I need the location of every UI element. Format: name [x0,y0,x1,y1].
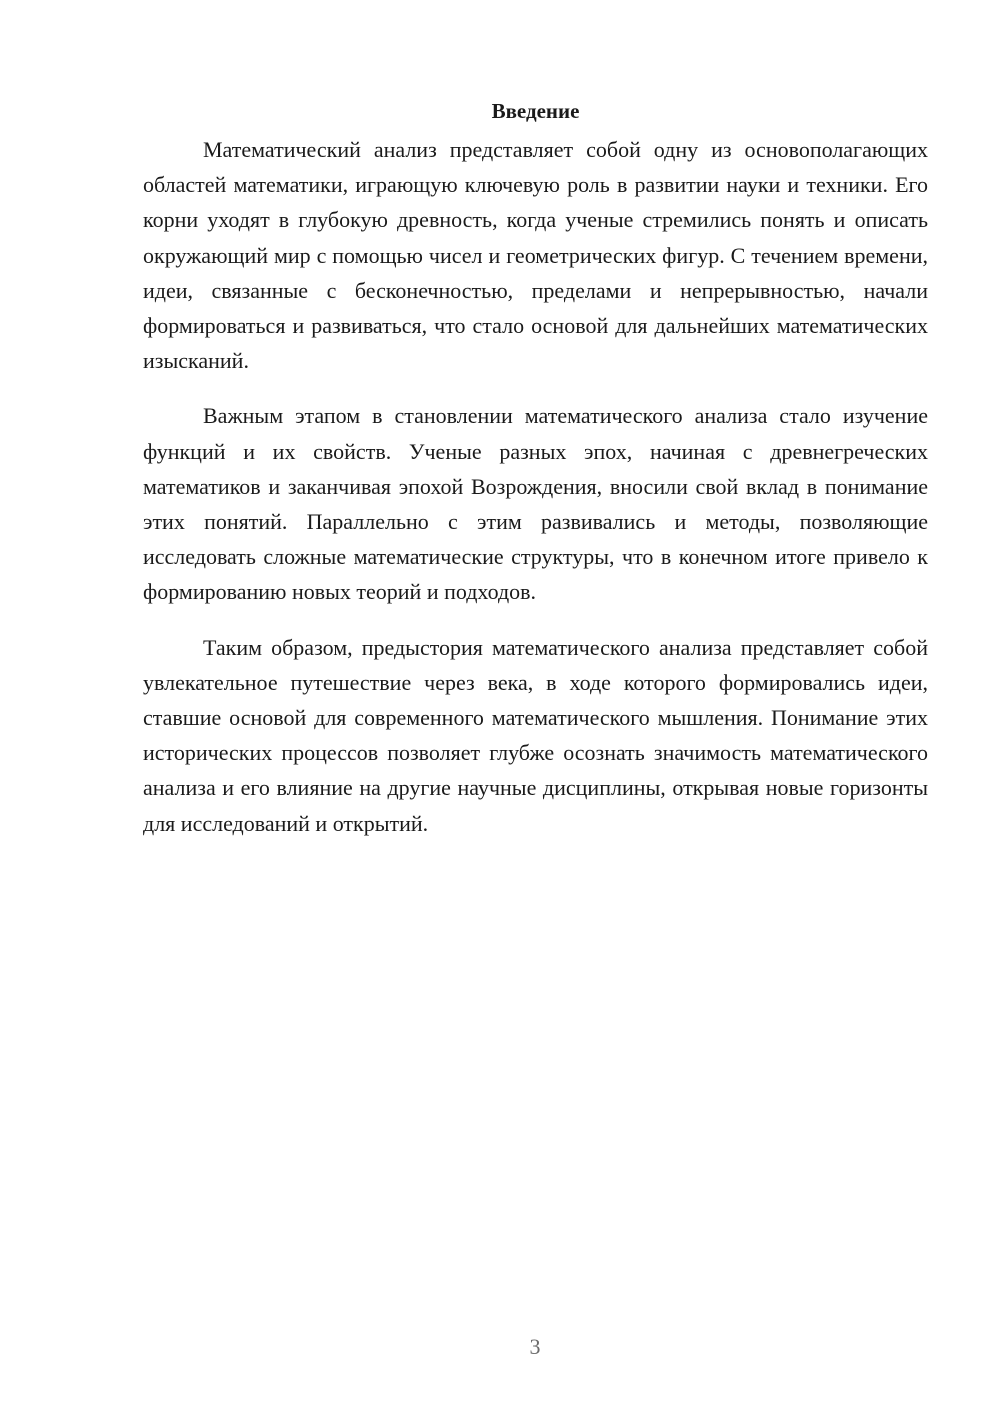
page-number: 3 [529,1334,541,1359]
paragraph-1: Математический анализ представляет собой одну из основополагающих областей математики, играющую ключевую роль в развитии науки и техники. Его корни уходят в глубокую древность, когда ученые стремились понять и описать окружающий мир с помощью чисел и геометрических фигур. С течением времени, идеи, связанные с бесконечностью, пределами и непрерывностью, начали формироваться и развиваться, что стало основой для дальнейших математических изысканий. [143,137,928,374]
page-content [143,96,928,841]
paragraph-3: Таким образом, предыстория математического анализа представляет собой увлекательное путешествие через века, в ходе которого формировались идеи, ставшие основой для современного математического мышления. Понимание этих исторических процессов позволяет глубже осознать значимость математического анализа и его влияние на другие научные дисциплины, открывая новые горизонты для исследований и открытий. [143,634,928,836]
section-heading: Введение [491,99,580,123]
paragraph-2: Важным этапом в становлении математического анализа стало изучение функций и их свойств. Ученые разных эпох, начиная с древнегреческих математиков и заканчивая эпохой Возрождения, вносили свой вклад в понимание этих понятий. Параллельно с этим развивались и методы, позволяющие исследовать сложные математические структуры, что в конечном итоге привело к формированию новых теорий и подходов. [143,403,928,605]
